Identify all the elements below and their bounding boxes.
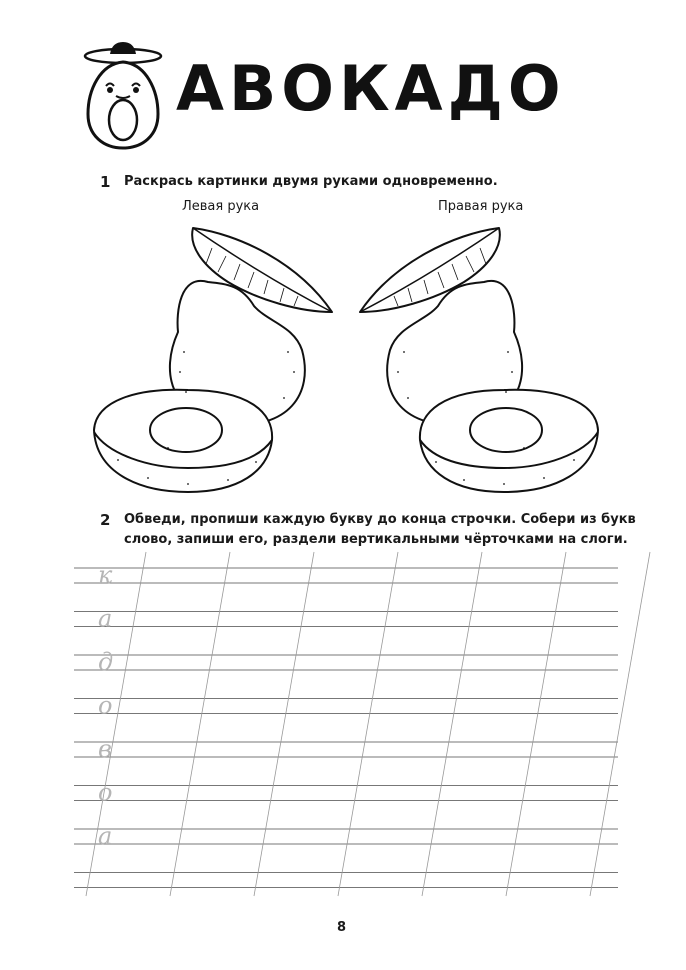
tracing-letter: о bbox=[98, 778, 113, 807]
tracing-letter: к bbox=[98, 561, 113, 589]
avocado-mascot-icon bbox=[80, 40, 166, 152]
avocado-right-coloring-image bbox=[344, 222, 604, 504]
page-title: АВОКАДО bbox=[176, 52, 566, 125]
tracing-letter: в bbox=[98, 735, 112, 763]
tracing-letter: д bbox=[98, 648, 114, 676]
right-hand-label: Правая рука bbox=[438, 199, 524, 214]
slant-guide-line bbox=[590, 552, 650, 896]
avocado-left-coloring-image bbox=[88, 222, 348, 504]
task-2-number: 2 bbox=[100, 511, 111, 529]
task-1-instruction: Раскрась картинки двумя руками одновременно. bbox=[124, 174, 498, 189]
left-hand-label: Левая рука bbox=[182, 199, 260, 214]
tracing-letter: а bbox=[98, 604, 113, 633]
tracing-letter: о bbox=[98, 691, 113, 720]
page-number: 8 bbox=[337, 920, 347, 935]
task-2-instruction: Обведи, пропиши каждую букву до конца строчки. Собери из букв слово, запиши его, раздели вертикальными чёрточками на слоги. bbox=[124, 512, 636, 548]
task-1 bbox=[100, 172, 620, 192]
task-2 bbox=[100, 510, 640, 550]
task-1-number: 1 bbox=[100, 173, 111, 191]
handwriting-practice-area[interactable] bbox=[0, 548, 686, 898]
tracing-letter: а bbox=[98, 822, 113, 850]
